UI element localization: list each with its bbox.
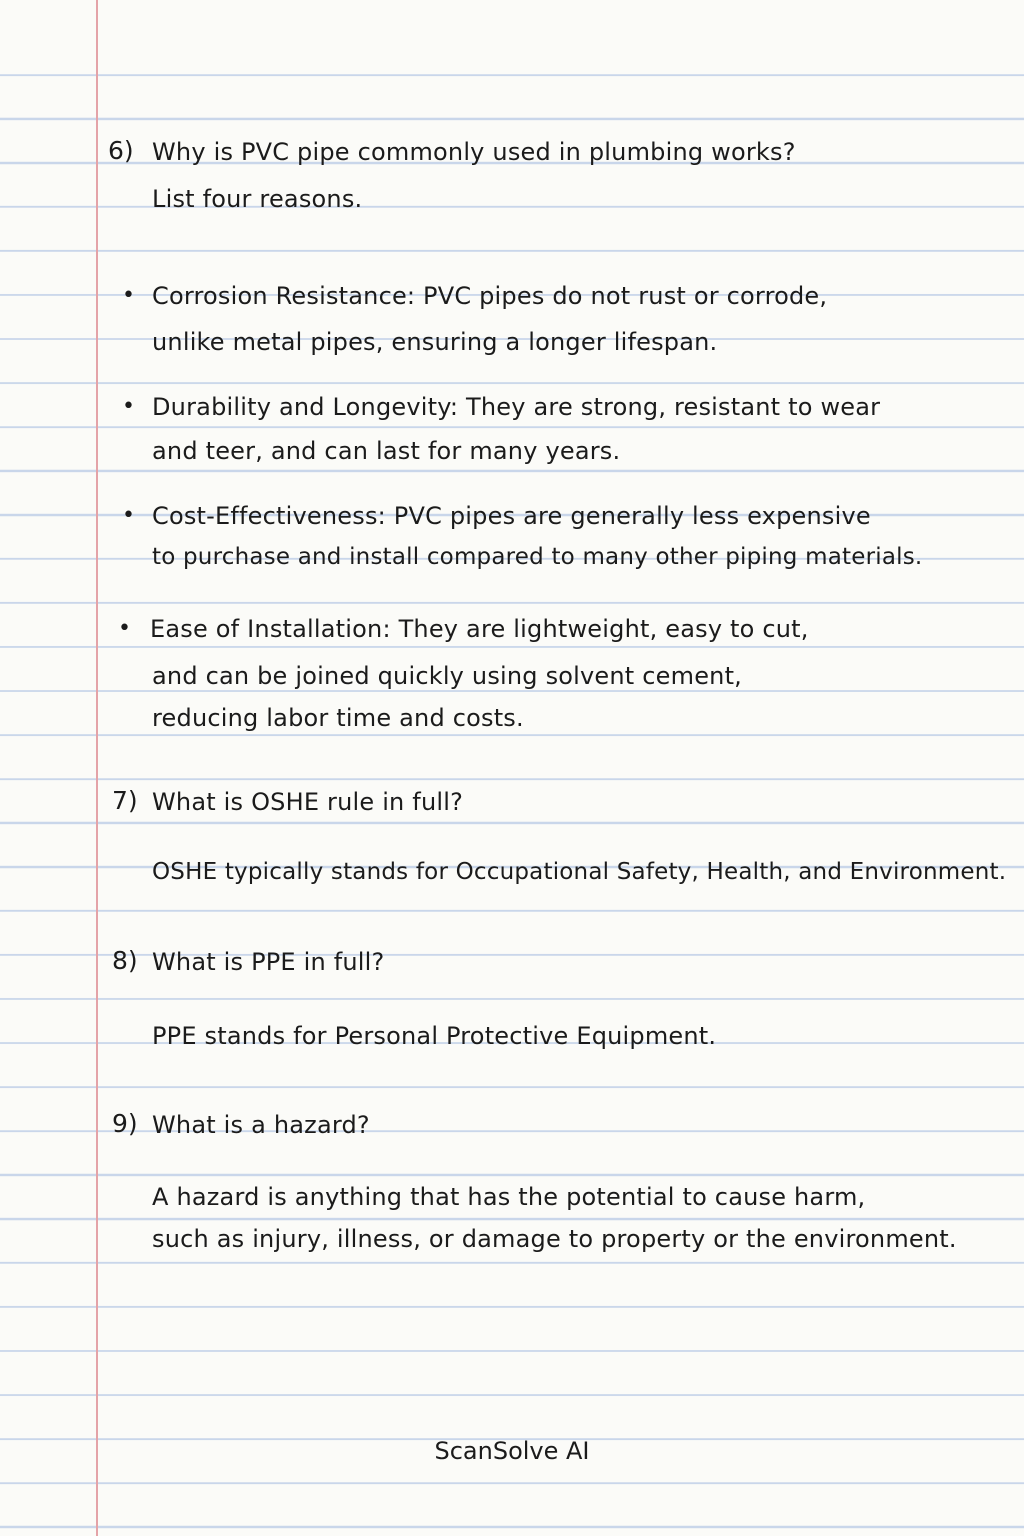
question-number: 8) bbox=[112, 946, 138, 975]
question-number: 6) bbox=[108, 136, 134, 165]
question-text: What is OSHE rule in full? bbox=[152, 788, 464, 816]
bullet-dot: • bbox=[122, 283, 135, 308]
bullet-text: to purchase and install compared to many other piping materials. bbox=[152, 544, 923, 570]
footer-brand: ScanSolve AI bbox=[434, 1437, 590, 1465]
bullet-dot: • bbox=[118, 616, 131, 641]
bullet-text: and teer, and can last for many years. bbox=[152, 437, 621, 465]
bullet-text: and can be joined quickly using solvent cement, bbox=[152, 662, 743, 690]
bullet-text: Durability and Longevity: They are strong, resistant to wear bbox=[152, 393, 881, 421]
bullet-text: Cost-Effectiveness: PVC pipes are generally less expensive bbox=[152, 502, 871, 530]
question-text: List four reasons. bbox=[152, 185, 363, 213]
bullet-text: Corrosion Resistance: PVC pipes do not rust or corrode, bbox=[152, 282, 828, 310]
question-text: What is a hazard? bbox=[152, 1111, 370, 1139]
question-number: 7) bbox=[112, 786, 138, 815]
bullet-text: unlike metal pipes, ensuring a longer lifespan. bbox=[152, 328, 718, 356]
bullet-text: Ease of Installation: They are lightweight, easy to cut, bbox=[150, 615, 809, 643]
answer-text: OSHE typically stands for Occupational Safety, Health, and Environment. bbox=[152, 859, 1007, 885]
question-number: 9) bbox=[112, 1109, 138, 1138]
bullet-text: reducing labor time and costs. bbox=[152, 704, 524, 732]
bullet-dot: • bbox=[122, 503, 135, 528]
question-text: Why is PVC pipe commonly used in plumbing works? bbox=[152, 138, 796, 166]
bullet-dot: • bbox=[122, 394, 135, 419]
answer-text: such as injury, illness, or damage to property or the environment. bbox=[152, 1225, 957, 1253]
answer-text: A hazard is anything that has the potential to cause harm, bbox=[152, 1183, 866, 1211]
answer-text: PPE stands for Personal Protective Equipment. bbox=[152, 1022, 717, 1050]
question-text: What is PPE in full? bbox=[152, 948, 385, 976]
margin-line bbox=[96, 0, 98, 1536]
